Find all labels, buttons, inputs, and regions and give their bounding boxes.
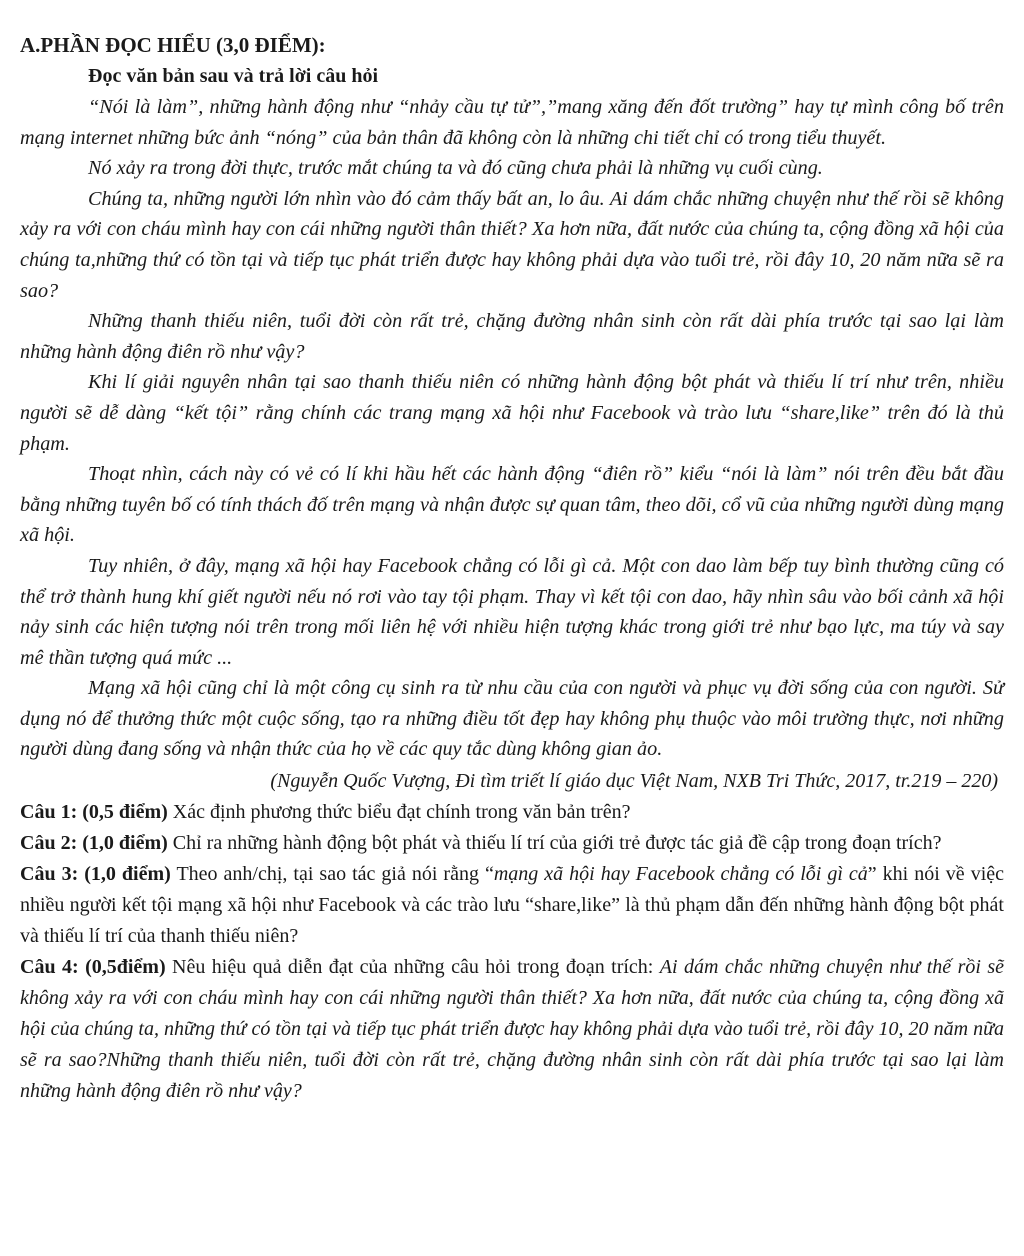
question-1-label: Câu 1: (0,5 điểm) [20,801,168,824]
passage-paragraph-6: Thoạt nhìn, cách này có vẻ có lí khi hầu hết các hành động “điên rồ” kiểu “nói là làm” nói trên đều bắt đầu bằng những tuyên bố có tính thách đố trên mạng và nhận được sự quan tâm, theo dõi, cổ vũ của những người dùng mạng xã hội. [20,463,1004,547]
question-4-label: Câu 4: (0,5điểm) [20,956,166,979]
question-3-quote: mạng xã hội hay Facebook chẳng có lỗi gì cả [493,863,868,886]
question-3 [20,859,1004,952]
question-2 [20,828,1004,859]
question-1-text: Xác định phương thức biểu đạt chính trong văn bản trên? [167,801,631,824]
question-4-text-before: Nêu hiệu quả diễn đạt của những câu hỏi trong đoạn trích: [165,956,660,979]
instruction: Đọc văn bản sau và trả lời câu hỏi [88,65,378,87]
passage-paragraph-1: “Nói là làm”, những hành động như “nhảy cầu tự tử”,”mang xăng đến đốt trường” hay tự mình công bố trên mạng internet những bức ảnh “nóng” của bản thân đã không còn là những chi tiết chỉ có trong tiểu thuyết. [20,96,1004,149]
passage-paragraph-3: Chúng ta, những người lớn nhìn vào đó cảm thấy bất an, lo âu. Ai dám chắc những chuyện như thế rồi sẽ không xảy ra với con cháu mình hay con cái những người thân thiết? Xa hơn nữa, đất nước của chúng ta, cộng đồng xã hội của chúng ta,những thứ có tồn tại và tiếp tục phát triển được hay không phải dựa vào tuổi trẻ, rồi đây 10, 20 năm nữa sẽ ra sao? [20,187,1004,302]
question-4-quote: Ai dám chắc những chuyện như thế rồi sẽ không xảy ra với con cháu mình hay con cái những người thân thiết? Xa hơn nữa, đất nước của chúng ta, cộng đồng xã hội của chúng ta, những thứ có tồn tại và tiếp tục phát triển được hay không phải dựa vào tuổi trẻ, rồi đây 10, 20 năm nữa sẽ ra sao?Những thanh thiếu niên, tuổi đời còn rất trẻ, chặng đường nhân sinh còn rất dài phía trước tại sao lại làm những hành động điên rồ như vậy? [20,956,1004,1103]
question-4 [20,952,1004,1107]
source-citation: (Nguyễn Quốc Vượng, Đi tìm triết lí giáo dục Việt Nam, NXB Tri Thức, 2017, tr.219 – 220) [270,770,998,793]
passage-paragraph-7: Tuy nhiên, ở đây, mạng xã hội hay Facebook chẳng có lỗi gì cả. Một con dao làm bếp tuy bình thường cũng có thể trở thành hung khí giết người nếu nó rơi vào tay tội phạm. Thay vì kết tội con dao, hãy nhìn sâu vào bối cảnh xã hội nảy sinh các hiện tượng nói trên trong mối liên hệ với nhiều hiện tượng khác trong giới trẻ như bạo lực, ma túy và say mê thần tượng quá mức ... [20,554,1004,669]
section-title: A.PHẦN ĐỌC HIỂU (3,0 ĐIỂM): [20,33,326,57]
question-3-label: Câu 3: (1,0 điểm) [20,863,171,886]
passage-paragraph-2: Nó xảy ra trong đời thực, trước mắt chúng ta và đó cũng chưa phải là những vụ cuối cùng. [88,157,823,180]
passage-paragraph-5: Khi lí giải nguyên nhân tại sao thanh thiếu niên có những hành động bột phát và thiếu lí trí như trên, nhiều người sẽ dễ dàng “kết tội” rằng chính các trang mạng xã hội như Facebook và trào lưu “share,like” trên đó là thủ phạm. [20,371,1004,455]
question-1 [20,797,1004,828]
passage-paragraph-8: Mạng xã hội cũng chỉ là một công cụ sinh ra từ nhu cầu của con người và phục vụ đời sống của con người. Sử dụng nó để thưởng thức một cuộc sống, tạo ra những điều tốt đẹp hay không phụ thuộc vào môi trường thực, nơi những người dùng đang sống và nhận thức của họ về các quy tắc dùng không gian ảo. [20,677,1004,761]
question-3-text-before: Theo anh/chị, tại sao tác giả nói rằng “ [170,863,494,886]
passage-paragraph-4: Những thanh thiếu niên, tuổi đời còn rất trẻ, chặng đường nhân sinh còn rất dài phía trước tại sao lại làm những hành động điên rồ như vậy? [20,310,1004,363]
question-2-label: Câu 2: (1,0 điểm) [20,832,168,855]
question-2-text: Chỉ ra những hành động bột phát và thiếu lí trí của giới trẻ được tác giả đề cập trong đoạn trích? [167,832,942,855]
question-3-text-after: ” khi nói về việc nhiều người kết tội mạng xã hội như Facebook và các trào lưu “share,like” là thủ phạm dẫn đến những hành động bột phát và thiếu lí trí của thanh thiếu niên? [20,863,1005,948]
